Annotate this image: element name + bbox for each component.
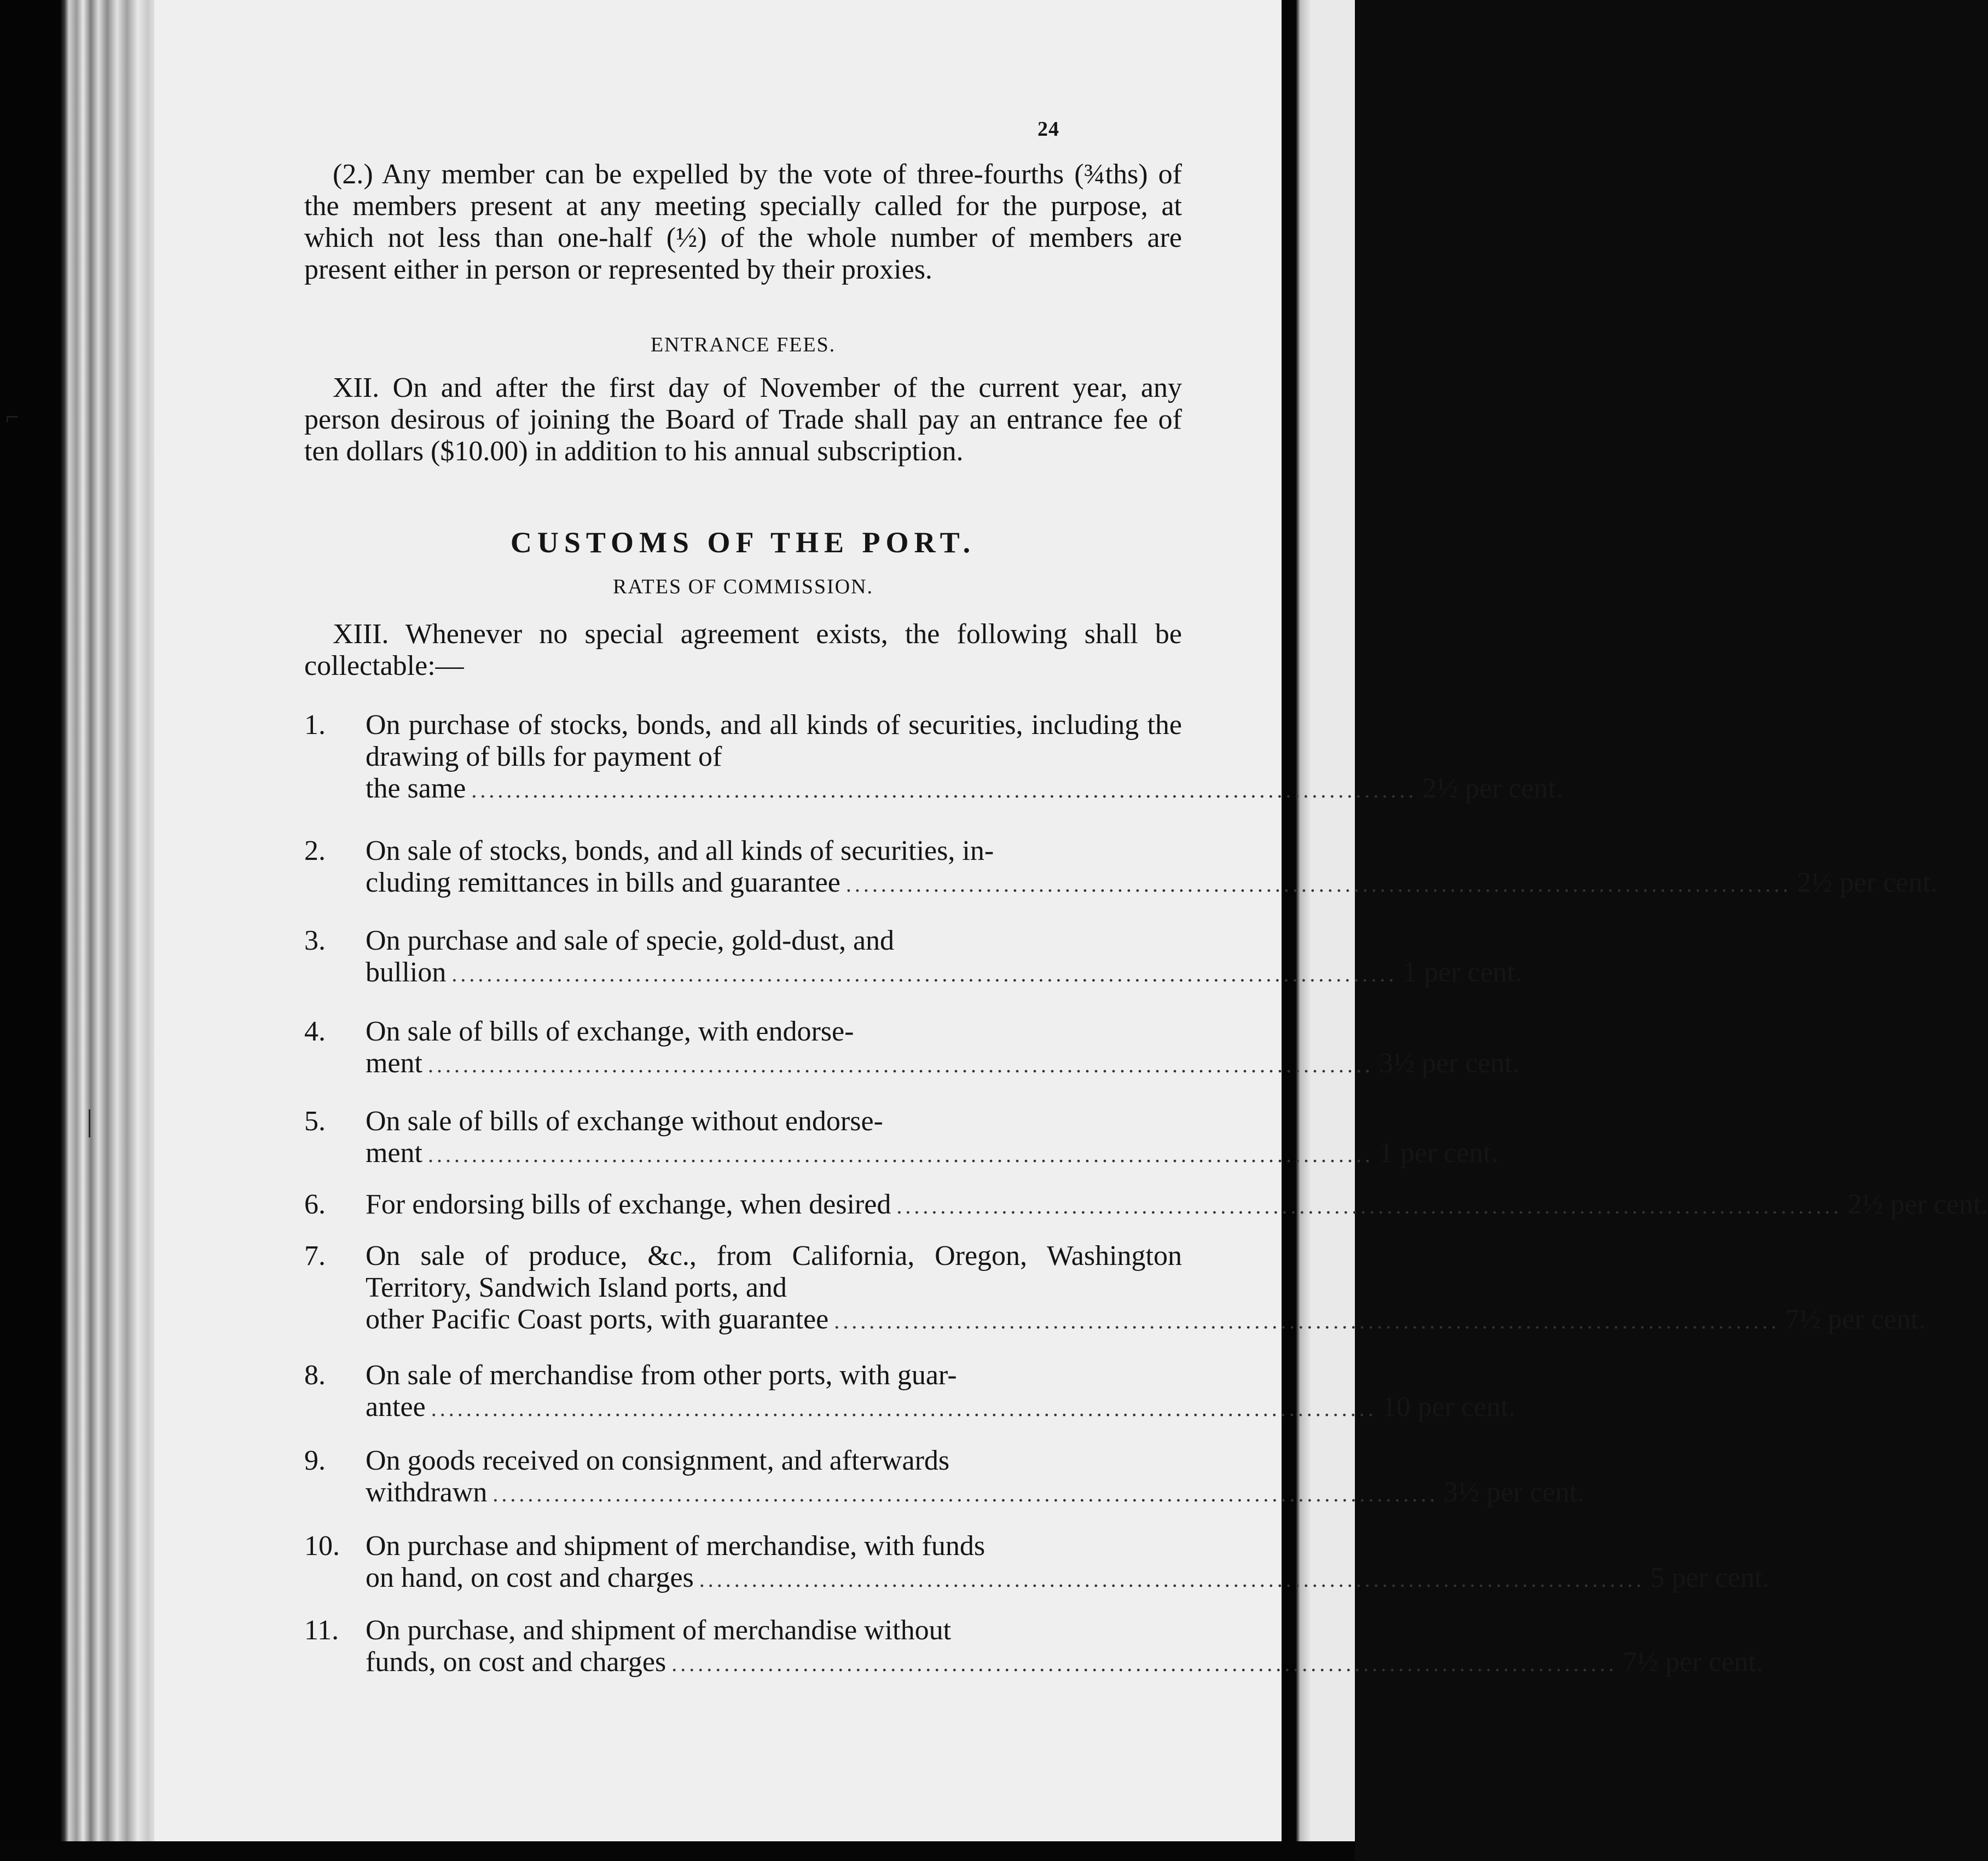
dot-leader: ............................................................................................................ (431, 1396, 1377, 1421)
commission-rate: 2½ per cent. (1422, 773, 1563, 804)
commission-rate: 7½ per cent. (1622, 1646, 1764, 1678)
item-number: 10. (304, 1530, 340, 1562)
commission-rate: 3½ per cent. (1378, 1048, 1520, 1079)
item-description: On goods received on consignment, and afterwards (366, 1445, 950, 1476)
commission-rate: 1 per cent. (1378, 1137, 1498, 1169)
item-number: 1. (304, 709, 326, 741)
heading-entrance-fees: ENTRANCE FEES. (650, 333, 836, 356)
item-description-end: the same (366, 773, 466, 804)
heading-customs-of-the-port: CUSTOMS OF THE PORT. (510, 526, 976, 559)
margin-tick-mark: | (86, 1104, 93, 1138)
dot-leader: ............................................................................................................ (699, 1567, 1645, 1592)
item-description: On sale of merchandise from other ports, with guar- (366, 1360, 957, 1391)
item-number: 6. (304, 1189, 326, 1220)
item-description-end: bullion (366, 957, 447, 988)
item-number: 3. (304, 925, 326, 956)
dot-leader: ............................................................................................................ (845, 872, 1792, 897)
item-number: 8. (304, 1360, 326, 1391)
item-number: 9. (304, 1445, 326, 1476)
item-description-end: funds, on cost and charges (366, 1646, 666, 1678)
item-description: On sale of bills of exchange, with endorse- (366, 1016, 854, 1047)
paragraph-entrance-fees: XII. On and after the first day of November of the current year, any person desirous of joining the Board of Trade shall pay an entrance fee of ten dollars ($10.00) in addition to his annual subscription. (304, 372, 1182, 467)
item-description: On sale of bills of exchange without endorse- (366, 1106, 883, 1137)
commission-rate: 7½ per cent. (1785, 1304, 1926, 1335)
item-description-end: ment (366, 1137, 422, 1169)
dot-leader: ............................................................................................................ (471, 778, 1417, 802)
item-description: On purchase and sale of specie, gold-dust, and (366, 925, 895, 956)
item-description-end: For endorsing bills of exchange, when desired (366, 1189, 891, 1220)
page-number: 24 (1038, 118, 1059, 141)
item-number: 7. (304, 1240, 326, 1272)
commission-rate: 10 per cent. (1382, 1391, 1516, 1423)
item-number: 5. (304, 1106, 326, 1137)
item-description-end: ment (366, 1048, 422, 1079)
item-description: On sale of produce, &c., from California, Oregon, Washington Territory, Sandwich Island ports, and (366, 1240, 1182, 1303)
item-description: On sale of stocks, bonds, and all kinds of securities, in- (366, 835, 994, 866)
item-number: 11. (304, 1615, 339, 1646)
paragraph-rates-intro: XIII. Whenever no special agreement exists, the following shall be collectable:— (304, 619, 1182, 681)
dot-leader: ............................................................................................................ (492, 1482, 1439, 1506)
item-description-end: cluding remittances in bills and guarantee (366, 867, 841, 898)
item-description: On purchase and shipment of merchandise, with funds (366, 1530, 986, 1562)
item-description-end: on hand, on cost and charges (366, 1562, 694, 1593)
heading-rates-of-commission: RATES OF COMMISSION. (612, 575, 874, 598)
item-description-end: other Pacific Coast ports, with guarantee (366, 1304, 829, 1335)
commission-rate: 1 per cent. (1402, 957, 1522, 988)
commission-rate: 3½ per cent. (1444, 1477, 1585, 1508)
dot-leader: ............................................................................................................ (451, 962, 1398, 986)
item-description-end: withdrawn (366, 1477, 488, 1508)
dot-leader: ............................................................................................................ (427, 1053, 1373, 1077)
item-number: 4. (304, 1016, 326, 1047)
dot-leader: ............................................................................................................ (896, 1194, 1842, 1218)
commission-rate: 2½ per cent. (1796, 867, 1938, 898)
dot-leader: ............................................................................................................ (427, 1142, 1373, 1167)
item-description: On purchase, and shipment of merchandise without (366, 1615, 952, 1646)
dot-leader: ............................................................................................................ (671, 1651, 1618, 1676)
item-description-end: antee (366, 1391, 426, 1423)
paragraph-expulsion: (2.) Any member can be expelled by the vote of three-fourths (¾ths) of the members present at any meeting specially called for the purpose, at which not less than one-half (½) of the whole number of members are present either in person or represented by their proxies. (304, 159, 1182, 285)
margin-arrow-mark: ⌐ (5, 403, 19, 430)
scan-border-bottom (0, 1841, 1355, 1861)
dot-leader: ............................................................................................................ (834, 1309, 1780, 1333)
commission-rate: 2½ per cent. (1847, 1189, 1988, 1220)
commission-rate: 5 per cent. (1650, 1562, 1770, 1593)
item-description: On purchase of stocks, bonds, and all kinds of securities, including the drawing of bills for payment of (366, 709, 1182, 772)
book-spine-edges (0, 0, 159, 1861)
item-number: 2. (304, 835, 326, 866)
